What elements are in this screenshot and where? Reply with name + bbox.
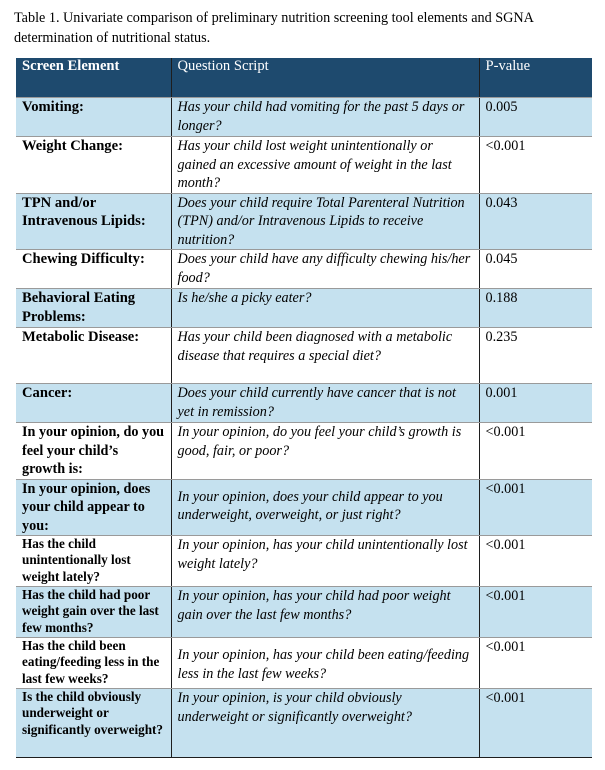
question-script-cell bbox=[171, 638, 479, 689]
question-script-cell: Does your child have any difficulty chewing his/her food? bbox=[171, 250, 479, 289]
table-row bbox=[16, 479, 592, 536]
table-row bbox=[16, 328, 592, 384]
table-row bbox=[16, 587, 592, 638]
p-value-cell: <0.001 bbox=[479, 587, 592, 638]
table-row bbox=[16, 137, 592, 194]
question-script-cell: Has your child had vomiting for the past 5 days or longer? bbox=[171, 98, 479, 137]
question-script-text: In your opinion, has your child been eating/feeding less in the last few weeks? bbox=[177, 647, 470, 682]
screen-element-cell: Is the child obviously underweight or significantly overweight? bbox=[16, 689, 171, 758]
table-row bbox=[16, 638, 592, 689]
question-script-cell: In your opinion, do you feel your child’s growth is good, fair, or poor? bbox=[171, 423, 479, 480]
p-value-cell: <0.001 bbox=[479, 536, 592, 587]
question-script-cell: Has your child lost weight unintentionally or gained an excessive amount of weight in the last month? bbox=[171, 137, 479, 194]
question-script-cell: Has your child been diagnosed with a metabolic disease that requires a special diet? bbox=[171, 328, 479, 384]
question-script-cell: In your opinion, has your child had poor weight gain over the last few months? bbox=[171, 587, 479, 638]
screen-element-cell: Has the child been eating/feeding less in the last few weeks? bbox=[16, 638, 171, 689]
question-script-cell: Does your child currently have cancer that is not yet in remission? bbox=[171, 384, 479, 423]
screen-element-cell: Chewing Difficulty: bbox=[16, 250, 171, 289]
question-script-cell: Does your child require Total Parenteral Nutrition (TPN) and/or Intravenous Lipids to receive nutrition? bbox=[171, 193, 479, 250]
p-value-cell: 0.005 bbox=[479, 98, 592, 137]
question-script-cell bbox=[171, 479, 479, 536]
screen-element-cell: Cancer: bbox=[16, 384, 171, 423]
p-value-cell: 0.235 bbox=[479, 328, 592, 384]
screen-element-cell: In your opinion, do you feel your child’s growth is: bbox=[16, 423, 171, 480]
table-row bbox=[16, 536, 592, 587]
screen-element-cell: Has the child unintentionally lost weight lately? bbox=[16, 536, 171, 587]
table-row bbox=[16, 250, 592, 289]
p-value-cell: 0.188 bbox=[479, 289, 592, 328]
screen-element-cell: Behavioral Eating Problems: bbox=[16, 289, 171, 328]
table-row bbox=[16, 689, 592, 758]
table-row bbox=[16, 384, 592, 423]
screen-element-cell: Weight Change: bbox=[16, 137, 171, 194]
screen-element-cell: Has the child had poor weight gain over the last few months? bbox=[16, 587, 171, 638]
question-script-text: In your opinion, does your child appear to you underweight, overweight, or just right? bbox=[177, 488, 443, 523]
table-row bbox=[16, 193, 592, 250]
screen-element-cell: Metabolic Disease: bbox=[16, 328, 171, 384]
p-value-cell: 0.045 bbox=[479, 250, 592, 289]
table-row bbox=[16, 289, 592, 328]
question-script-cell: Is he/she a picky eater? bbox=[171, 289, 479, 328]
screen-element-cell: Vomiting: bbox=[16, 98, 171, 137]
p-value-cell: <0.001 bbox=[479, 479, 592, 536]
p-value-cell: <0.001 bbox=[479, 423, 592, 480]
table-header-row bbox=[16, 58, 592, 98]
p-value-cell: <0.001 bbox=[479, 689, 592, 758]
p-value-cell: 0.001 bbox=[479, 384, 592, 423]
table-row bbox=[16, 423, 592, 480]
column-header-p-value: P-value bbox=[479, 58, 592, 98]
question-script-cell: In your opinion, has your child unintentionally lost weight lately? bbox=[171, 536, 479, 587]
question-script-cell: In your opinion, is your child obviously underweight or significantly overweight? bbox=[171, 689, 479, 758]
p-value-cell: 0.043 bbox=[479, 193, 592, 250]
column-header-question-script: Question Script bbox=[171, 58, 479, 98]
column-header-screen-element: Screen Element bbox=[16, 58, 171, 98]
p-value-cell: <0.001 bbox=[479, 137, 592, 194]
screen-element-cell: TPN and/or Intravenous Lipids: bbox=[16, 193, 171, 250]
p-value-cell: <0.001 bbox=[479, 638, 592, 689]
table-row bbox=[16, 98, 592, 137]
screen-element-cell: In your opinion, does your child appear to you: bbox=[16, 479, 171, 536]
table-caption: Table 1. Univariate comparison of preliminary nutrition screening tool elements and SGNA determination of nutritional status. bbox=[14, 10, 534, 46]
results-table bbox=[16, 58, 592, 758]
